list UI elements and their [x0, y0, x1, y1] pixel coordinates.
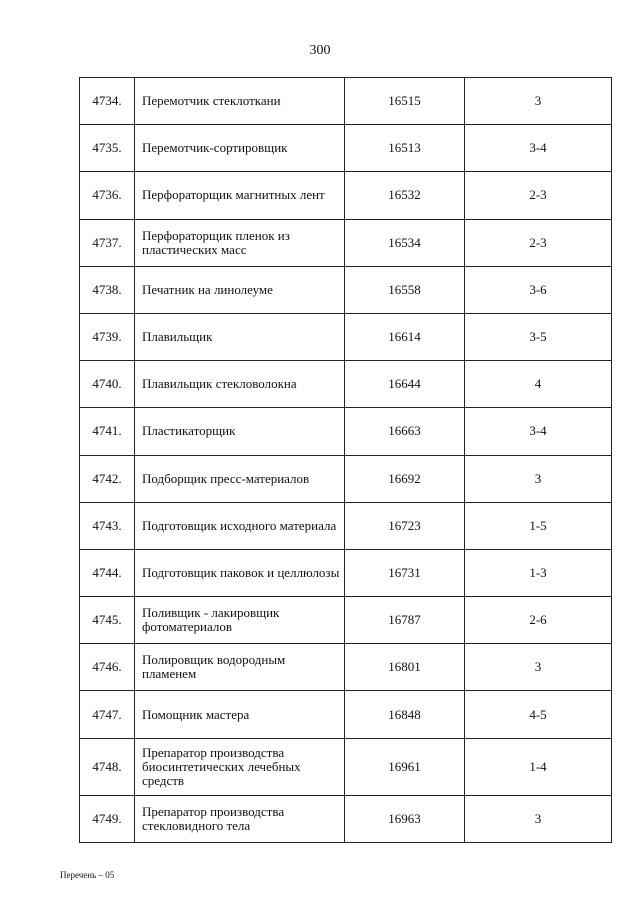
occupation-code: 16515	[345, 78, 465, 125]
grade-range: 3-6	[465, 266, 612, 313]
grade-range: 1-5	[465, 502, 612, 549]
grade-range: 1-4	[465, 738, 612, 795]
grade-range: 2-3	[465, 172, 612, 219]
grade-range: 3-5	[465, 313, 612, 360]
occupation-name: Плавильщик	[135, 313, 345, 360]
grade-range: 4	[465, 361, 612, 408]
row-number: 4738.	[80, 266, 135, 313]
row-number: 4735.	[80, 125, 135, 172]
row-number: 4746.	[80, 644, 135, 691]
occupation-name: Перфораторщик пленок из пластических масс	[135, 219, 345, 266]
row-number: 4739.	[80, 313, 135, 360]
table-row	[80, 502, 612, 549]
row-number: 4745.	[80, 597, 135, 644]
occupation-name: Полировщик водородным пламенем	[135, 644, 345, 691]
table-row	[80, 266, 612, 313]
row-number: 4740.	[80, 361, 135, 408]
occupation-name: Пластикаторщик	[135, 408, 345, 455]
occupation-name: Подготовщик исходного материала	[135, 502, 345, 549]
occupation-code: 16663	[345, 408, 465, 455]
occupation-code: 16963	[345, 795, 465, 842]
table-row	[80, 313, 612, 360]
table-row	[80, 644, 612, 691]
occupation-code: 16644	[345, 361, 465, 408]
table-row	[80, 125, 612, 172]
row-number: 4734.	[80, 78, 135, 125]
table-row	[80, 408, 612, 455]
table-row	[80, 549, 612, 596]
grade-range: 3-4	[465, 408, 612, 455]
occupation-name: Препаратор производства биосинтетических лечебных средств	[135, 738, 345, 795]
table-row	[80, 597, 612, 644]
occupation-code: 16801	[345, 644, 465, 691]
occupation-code: 16614	[345, 313, 465, 360]
occupation-name: Препаратор производства стекловидного тела	[135, 795, 345, 842]
occupation-code: 16848	[345, 691, 465, 738]
grade-range: 3	[465, 455, 612, 502]
occupation-name: Помощник мастера	[135, 691, 345, 738]
table-row	[80, 691, 612, 738]
document-footer: Перечень – 05	[60, 870, 115, 880]
occupation-code: 16787	[345, 597, 465, 644]
occupation-code: 16558	[345, 266, 465, 313]
row-number: 4747.	[80, 691, 135, 738]
grade-range: 3	[465, 644, 612, 691]
grade-range: 4-5	[465, 691, 612, 738]
grade-range: 2-3	[465, 219, 612, 266]
occupation-name: Печатник на линолеуме	[135, 266, 345, 313]
grade-range: 3	[465, 78, 612, 125]
row-number: 4737.	[80, 219, 135, 266]
occupation-code: 16532	[345, 172, 465, 219]
table-row	[80, 455, 612, 502]
row-number: 4748.	[80, 738, 135, 795]
occupation-table	[79, 77, 612, 843]
table-body	[80, 78, 612, 843]
occupation-name: Плавильщик стекловолокна	[135, 361, 345, 408]
table-row	[80, 219, 612, 266]
occupation-code: 16534	[345, 219, 465, 266]
table-row	[80, 361, 612, 408]
occupation-name: Поливщик - лакировщик фотоматериалов	[135, 597, 345, 644]
occupation-name: Подготовщик паковок и целлюлозы	[135, 549, 345, 596]
row-number: 4741.	[80, 408, 135, 455]
occupation-name: Перфораторщик магнитных лент	[135, 172, 345, 219]
row-number: 4749.	[80, 795, 135, 842]
occupation-name: Перемотчик-сортировщик	[135, 125, 345, 172]
occupation-code: 16731	[345, 549, 465, 596]
occupation-code: 16692	[345, 455, 465, 502]
grade-range: 1-3	[465, 549, 612, 596]
row-number: 4736.	[80, 172, 135, 219]
occupation-code: 16723	[345, 502, 465, 549]
table-row	[80, 78, 612, 125]
occupation-code: 16961	[345, 738, 465, 795]
table-row	[80, 172, 612, 219]
row-number: 4743.	[80, 502, 135, 549]
table-row	[80, 738, 612, 795]
row-number: 4744.	[80, 549, 135, 596]
row-number: 4742.	[80, 455, 135, 502]
occupation-code: 16513	[345, 125, 465, 172]
grade-range: 3-4	[465, 125, 612, 172]
grade-range: 2-6	[465, 597, 612, 644]
grade-range: 3	[465, 795, 612, 842]
page-number: 300	[309, 43, 331, 58]
occupation-name: Перемотчик стеклоткани	[135, 78, 345, 125]
occupation-name: Подборщик пресс-материалов	[135, 455, 345, 502]
table-row	[80, 795, 612, 842]
